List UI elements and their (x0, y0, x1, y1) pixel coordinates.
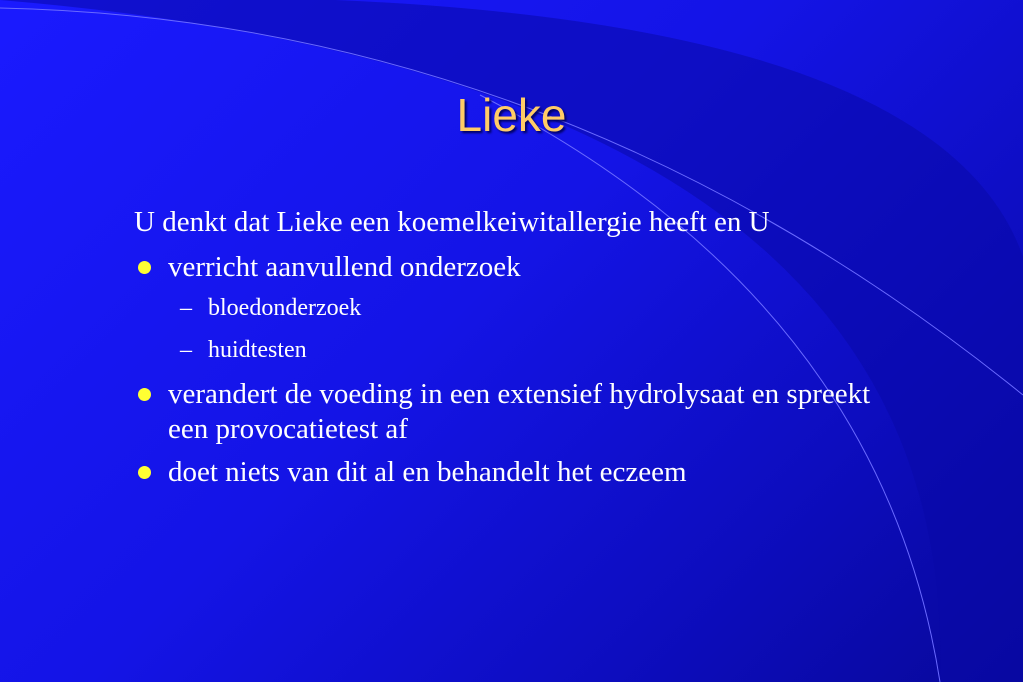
bullet-text: verricht aanvullend onderzoek (168, 251, 521, 283)
intro-text: U denkt dat Lieke een koemelkeiwitallergie heeft en U (134, 206, 770, 238)
dash-marker: – (180, 295, 192, 321)
slide-body (134, 205, 894, 498)
bullet-dot-icon (138, 261, 151, 274)
sub-bullet-item (134, 335, 894, 365)
bullet-dot-icon (138, 388, 151, 401)
bullet-text: verandert de voeding in een extensief hydrolysaat en spreekt een provocatietest af (168, 378, 871, 445)
bullet-item (134, 250, 894, 285)
slide-title: Lieke (456, 89, 567, 141)
bullet-text: doet niets van dit al en behandelt het eczeem (168, 456, 687, 488)
bullet-item (134, 377, 894, 447)
bullet-dot-icon (138, 466, 151, 479)
bullet-item (134, 455, 894, 490)
sub-bullet-text: huidtesten (208, 337, 307, 363)
dash-marker: – (180, 337, 192, 363)
sub-bullet-item (134, 293, 894, 323)
sub-bullet-text: bloedonderzoek (208, 295, 362, 321)
